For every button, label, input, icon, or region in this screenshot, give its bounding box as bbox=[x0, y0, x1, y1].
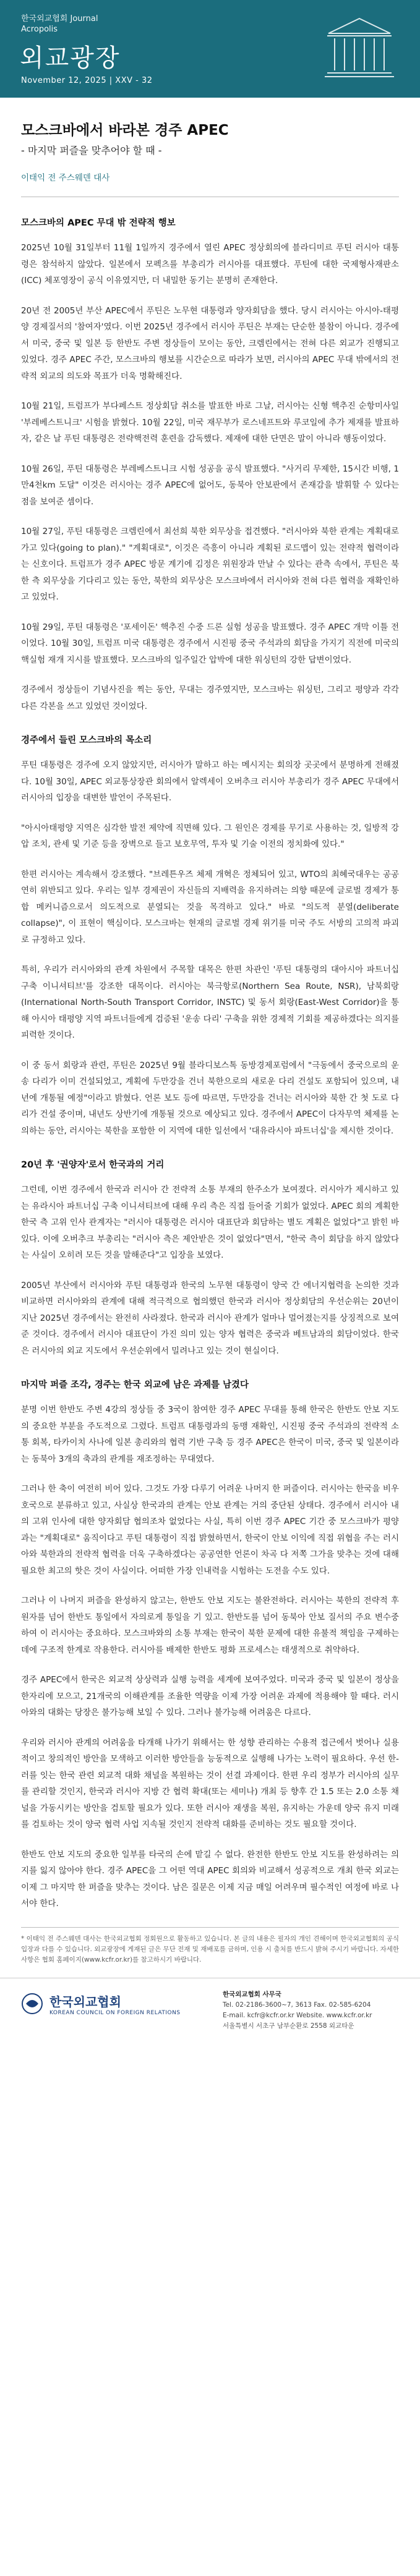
paragraph: 그러나 한 축이 여전히 비어 있다. 그것도 가장 다루기 어려운 나머지 한 퍼즐이다. 러시아는 한국을 비우호국으로 분류하고 있고, 사실상 한국과의 관계는 안보 관계는 거의 중단된 상태다. 경주에서 러시아 내의 고위 인사에 대한 양자회담 협의조차 없었다는 사실, 특히 이번 경주 APEC 기간 중 모스크바가 평양과는 "계획대로" 움직이다고 푸틴 대통령이 직접 밝혔하면서, 한국이 안보 이익에 직접 위협을 주는 러시아와 북한과의 전략적 협력을 더욱 구축하겠다는 공공연한 언론이 차곡 다 저쪽 그가을 맞추는 것에 대해 필요한 최고의 핫은 것이 사실이다. 어떠한 가장 인내력을 시험하는 도전을 수도 있다. bbox=[21, 1484, 399, 1576]
paragraph: 한편 러시아는 계속해서 강조했다. "브레튼우즈 체제 개혁은 정체되어 있고, WTO의 최혜국대우는 공공연히 위반되고 있다. 우리는 일부 경제권이 자신들의 지배력을 유지하려는 의향 때문에 글로벌 경제가 통합 메커니즘으로서 의도적으로 분열되는 것을 목격하고 있다." 바로 "의도적 분열(deliberate collapse)", 이 표현이 핵심이다. 모스크바는 현재의 글로벌 경제 위기를 미국 주도 서방의 고의적 파괴로 규정하고 있다. bbox=[21, 869, 399, 945]
email-website[interactable]: E-mail. kcfr@kcfr.or.kr Website. www.kcfr.or.kr bbox=[223, 2011, 372, 2019]
article-subtitle: - 마지막 퍼즐을 맞추어야 할 때 - bbox=[21, 145, 162, 156]
journal-label bbox=[21, 14, 98, 35]
paragraph: 2005년 부산에서 러시아와 푸틴 대통령과 한국의 노무현 대통령이 양국 간 에너지협력을 논의한 것과 비교하면 러시아와의 관계에 대해 적극적으로 협의했던 한국과 러시아 정상회담의 우선순위는 20년이 지난 2025년 경주에서는 완전히 사라졌다. 한국과 러시아 관계가 얼마나 멀어졌는지를 상징적으로 보여준 것이다. 경주에서 러시아 대표단이 가진 의미 있는 양자 협력은 중국과 베트남과의 회담이었다. 한국은 러시아의 외교 지도에서 우선순위에서 밀려나고 있는 것이 현실이다. bbox=[21, 1280, 399, 1356]
paragraph: 경주에서 정상들이 기념사진을 찍는 동안, 무대는 경주였지만, 모스크바는 워싱턴, 그리고 평양과 각각 다른 각본을 쓰고 있었던 것이었다. bbox=[21, 685, 399, 711]
issue-line: November 12, 2025 | XXV - 32 bbox=[21, 76, 153, 85]
section-heading: 20년 후 '권양자'로서 한국과의 거리 bbox=[21, 1160, 165, 1170]
paragraph: 한반도 안보 지도의 중요한 일부를 타국의 손에 맡길 수 없다. 완전한 한반도 안보 지도를 완성하려는 의지를 잃지 않아야 한다. 경주 APEC을 그 어떤 역대 APEC 회의와 비교해서 성공적으로 개최 한국 외교는 이제 그 마지막 한 퍼즐을 맞추는 것이다. 남은 질문은 이제 지금 매일 어려우며 필수적인 여정에 바로 나서야 한다. bbox=[21, 1849, 399, 1909]
page-header bbox=[0, 0, 420, 98]
section-heading: 모스크바의 APEC 무대 밖 전략적 행보 bbox=[21, 218, 176, 228]
org-name-english: KOREAN COUNCIL ON FOREIGN RELATIONS bbox=[49, 2009, 181, 2016]
paragraph: 특히, 우리가 러시아와의 관계 차원에서 주목할 대목은 한편 차관인 '푸틴 대통령의 대아시아 파트너십 구축 이니셔티브'를 강조한 대목이다. 러시아는 북극항로(Northern Sea Route, NSR), 남북회랑(International North-South Transport Corridor, INSTC) 및 동서 회랑(East-West Corridor)을 통해 아시아 태평양 지역 파트너들에게 검증된 '운송 다리' 구축을 위한 경제적 기회를 제공하겠다는 의지를 피력한 것이다. bbox=[21, 965, 399, 1040]
article-body bbox=[0, 119, 420, 1965]
paragraph: 우리와 러시아 관계의 어려움을 타개해 나가기 위해서는 한 성향 관리하는 수용적 접근에서 벗어나 실용적이고 창의적인 방안을 모색하고 이러한 방안들을 능동적으로 실행해 나가는 노력이 필요하다. 우선 한-러를 잇는 한국 관련 외교적 대화 채널을 복원하는 것이 선결 과제이다. 한편 우리 정부가 러시아의 실무를 관리할 것인지, 한국과 러시아 지방 간 협력 확대(또는 세미나) 개최 등 향후 간 1.5 또는 2.0 소통 채널을 가동시키는 방안을 검토할 필요가 있다. 또한 러시아 재생을 복원, 유지하는 가운데 양국 유지 미래를 검토하는 것이 양국 협력 사업 지속될 것인지 전략적 대화를 준비하는 것도 필요할 것이다. bbox=[21, 1737, 399, 1829]
paragraph: 그런데, 이번 경주에서 한국과 러시아 간 전략적 소통 부재의 한주소가 보여졌다. 러시아가 제시하고 있는 유라시아 파트너십 구축 이니셔티브에 대해 우리 측은 직접 들어줄 기회가 없었다. APEC 회의 계획한 한국 측 고위 인사 관계자는 "러시아 대통령은 러시아 대표단과 회담하는 별도 계획은 없었다"고 밝힌 바 있다. 이에 오버추크 부총리는 "러시아 측은 제안받은 것이 없었다"면서, "한국 측이 회담을 하지 않았다는 사실이 오히려 모든 것을 말해준다"고 입장을 보였다. bbox=[21, 1185, 399, 1260]
temple-logo-icon bbox=[322, 14, 396, 82]
paragraph: 이 중 동서 회랑과 관련, 푸틴은 2025년 9월 블라디보스톡 동방경제포럼에서 "극동에서 중국으로의 운송 다리가 이미 건설되었고, 계획에 두만강을 건너 북한으로의 새로운 다리 건설도 포함되어 있으며, 내년에 개통될 예정"이라고 밝혔다. 언론 보도 등에 따르면, 두만강을 건너는 러시아와 북한 간 첫 도로 다리가 건설 중이며, 내년도 상반기에 개통될 것으로 예상되고 있다. 경주에서 APEC이 다자무역 체제를 논의하는 동안, 러시아는 북한을 포함한 이 지역에 대한 일선에서 '대유라시아 파트너십'을 제시한 것이다. bbox=[21, 1060, 399, 1136]
publication-title: 외교광장 bbox=[20, 44, 121, 72]
footnote: * 이태익 전 주스웨덴 대사는 한국외교협회 정회원으로 활동하고 있습니다. 본 글의 내용은 필자의 개인 견해이며 한국외교협회의 공식 입장과 다를 수 있습니다. 외교광장에 게재된 글은 무단 전재 및 재배포를 금하며, 인용 시 출처를 반드시 밝혀 주시기 바랍니다. 자세한 사항은 협회 홈페이지(www.kcfr.or.kr)를 참고하시기 바랍니다. bbox=[21, 1934, 400, 1964]
paragraph: 10월 21일, 트럼프가 부다페스트 정상회담 취소를 발표한 바로 그날, 러시아는 신형 핵추진 순항미사일 '부레베스트니크' 시험을 밝혔다. 10월 22일, 미국 재무부가 로스네프트와 루코일에 추가 제재를 발표하자, 같은 날 푸틴 대통령은 전략핵전력 훈련을 감독했다. 제재에 대한 단면은 말이 아니라 행동이었다. bbox=[21, 401, 399, 444]
paragraph: 2025년 10월 31일부터 11월 1일까지 경주에서 열린 APEC 정상회의에 블라디미르 푸틴 러시아 대통령은 참석하지 않았다. 일본에서 모펙츠를 부총리가 러시아를 대표했다. 푸틴에 대한 국제형사재판소(ICC) 체포영장이 공식 이유였지만, 더 내밀한 동기는 분명히 존재한다. bbox=[21, 243, 399, 286]
paragraph: 20년 전 2005년 부산 APEC에서 푸틴은 노무현 대통령과 양자회담을 했다. 당시 러시아는 아시아-태평양 경제질서의 '참여자'였다. 이번 2025년 경주에서 러시아 푸틴은 부재는 단순한 불참이 아니다. 경주에서 미국, 중국 및 일본 등 한반도 주변 정상들이 모이는 동안, 크렘린에서는 전혀 다른 외교가 진행되고 있었다. 경주 APEC 주간, 모스크바의 행보를 시간순으로 따라가 보면, 러시아의 APEC 무대 밖에서의 전략적 외교의 의도와 목표가 더욱 명확해진다. bbox=[21, 305, 399, 381]
org-emblem-icon bbox=[21, 1993, 43, 2015]
article-author: 이태익 전 주스웨덴 대사 bbox=[21, 173, 110, 183]
address: 서울특별시 서초구 남부순환로 2558 외교타운 bbox=[223, 2022, 354, 2030]
paragraph: 푸틴 대통령은 경주에 오지 않았지만, 러시아가 말하고 하는 메시지는 회의장 곳곳에서 분명하게 전해졌다. 10월 30일, APEC 외교통상장관 회의에서 알렉세이 오버추크 러시아 부총리가 경주 APEC 무대에서 러시아의 입장을 대변한 발언이 주목된다. bbox=[21, 760, 399, 803]
paragraph: 10월 29일, 푸틴 대통령은 '포세이돈' 핵추진 수중 드론 실험 성공을 발표했다. 경주 APEC 개막 이틀 전이었다. 10월 30일, 트럼프 미국 대통령은 경주에서 시진핑 중국 주석과의 회담을 가지기 직전에 미국의 핵실험 재개 지시를 발표했다. 모스크바의 일주일간 압박에 대한 워싱턴의 강한 답변이었다. bbox=[21, 622, 399, 665]
org-name: 한국외교협회 bbox=[49, 1994, 121, 2009]
paragraph: 그러나 이 나머지 퍼즐을 완성하지 않고는, 한반도 안보 지도는 불완전하다. 러시아는 북한의 전략적 후원자를 넘어 한반도 통일에서 자의로게 통일을 기 있고. 한반도를 넘어 동북아 안보 질서의 주요 변수중 하여 이 러시아는 중요하다. 모스크바와의 소통 부재는 한국이 북한 문제에 대한 유불적 책임을 구제하는 데에 구조적 한계로 작용한다. 러시아를 배제한 한반도 평화 프로세스는 태생적으로 취약하다. bbox=[21, 1596, 399, 1655]
journal-line-2: Acropolis bbox=[21, 25, 58, 34]
paragraph: 분명 이번 한반도 주변 4강의 정상들 중 3국이 참여한 경주 APEC 무대를 통해 한국은 한반도 안보 지도의 중요한 부분을 주도적으로 그렸다. 트럼프 대통령과의 동맹 재확인, 시진핑 중국 주석과의 전략적 소통 회복, 타카이치 사나에 일본 총리와의 협력 기반 구축 등 경주 APEC은 한국이 미국, 중국 및 일본이라는 동북아 3개의 축과의 관계를 재조정하는 무대였다. bbox=[21, 1405, 399, 1464]
contact-info bbox=[223, 1989, 372, 2032]
paragraph: 경주 APEC에서 한국은 외교적 상상력과 실행 능력을 세계에 보여주었다. 미국과 중국 및 일본이 정상을 한자리에 모으고, 21개국의 이해관계를 조율한 역량을 이제 가장 어려운 과제에 적용해야 할 때다. 러시아와의 대화는 당장은 불가능해 보일 수 있다. 그러나 불가능해 어려움은 다르다. bbox=[21, 1675, 399, 1718]
org-brand bbox=[21, 1992, 181, 2016]
article-title: 모스크바에서 바라본 경주 APEC bbox=[21, 122, 229, 138]
page-footer bbox=[0, 1978, 420, 2044]
publisher-label: 한국외교협회 사무국 bbox=[223, 1990, 281, 1998]
paragraph: "아시아태평양 지역은 심각한 발전 제약에 직면해 있다. 그 원인은 경제를 무기로 사용하는 것, 일방적 강압 조치, 관세 및 기준 등을 장벽으로 들고 보호무역, 투자 및 기술 이전의 정치화에 있다." bbox=[21, 823, 399, 849]
paragraph: 10월 26일, 푸틴 대통령은 부레베스트니크 시험 성공을 공식 발표했다. "사거리 무제한, 15시간 비행, 1만4천km 도달" 이것은 러시아는 경주 APEC에 없어도, 동북아 안보판에서 존재감을 발휘할 수 있다는 점을 보여준 셈이다. bbox=[21, 464, 399, 507]
journal-line-1: 한국외교협회 Journal bbox=[21, 14, 98, 23]
phone-fax: Tel. 02-2186-3600~7, 3613 Fax. 02-585-6204 bbox=[223, 2001, 371, 2009]
section-heading: 마지막 퍼즐 조각, 경주는 한국 외교에 남은 과제를 남겼다 bbox=[21, 1380, 249, 1390]
section-heading: 경주에서 들린 모스크바의 목소리 bbox=[21, 735, 152, 745]
footnote-divider bbox=[21, 1927, 399, 1928]
paragraph: 10월 27일, 푸틴 대통령은 크렘린에서 최선희 북한 외무상을 접견했다. "러시아와 북한 관계는 계획대로 가고 있다(going to plan)." "계획대로", 이것은 즉흥이 아니라 계획된 로드맵이 있는 전략적 협력이라는 신호이다. 트럼프가 경주 APEC 방문 계기에 김정은 위원장과 만날 수 있다는 관측 속에서, 푸틴은 북한 측 외무상을 기다리고 있는 동안, 북한의 외무상은 모스크바에서 러시아와 전혀 다른 협력을 재확인하고 있었다. bbox=[21, 527, 399, 602]
